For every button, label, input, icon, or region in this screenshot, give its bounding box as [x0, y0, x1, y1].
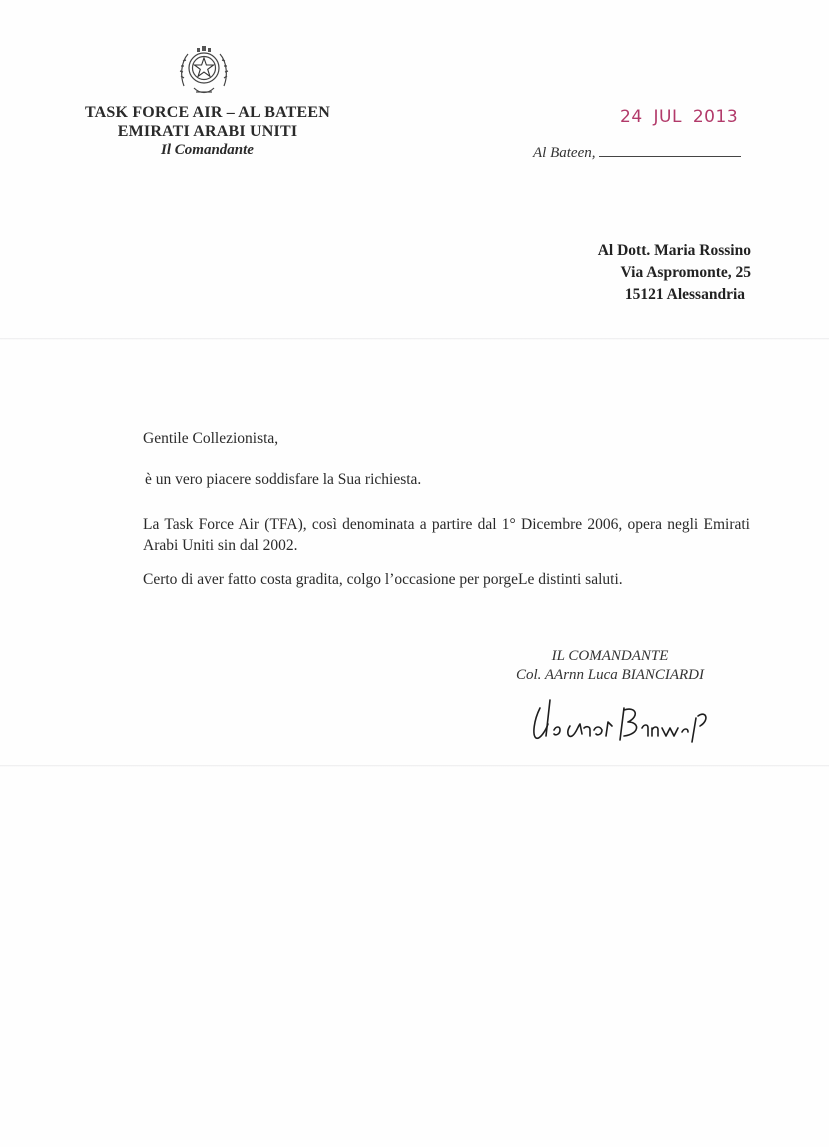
date-stamp: 24 JUL 2013 — [620, 107, 739, 127]
italian-republic-emblem-icon — [176, 42, 232, 98]
place-date-line — [533, 144, 741, 162]
letterhead-unit-name: TASK FORCE AIR – AL BATEEN — [84, 104, 331, 121]
paragraph-3: Certo di aver fatto costa gradita, colgo l’occasione per porgeLe distinti saluti. — [143, 571, 623, 588]
letterhead — [60, 103, 355, 160]
addressee-name: Al Dott. Maria Rossino — [597, 242, 751, 259]
paragraph-1: è un vero piacere soddisfare la Sua richiesta. — [145, 471, 422, 488]
signature-title: IL COMANDANTE — [551, 648, 669, 664]
paragraph-2: La Task Force Air (TFA), così denominata a partire dal 1° Dicembre 2006, opera negli Emirati Arabi Uniti sin dal 2002. — [143, 516, 750, 554]
signature-printed-name: Col. AArnn Luca BIANCIARDI — [515, 667, 705, 683]
place-label: Al Bateen, — [533, 145, 596, 161]
handwritten-signature — [520, 680, 720, 750]
salutation: Gentile Collezionista, — [143, 430, 279, 447]
date-blank-line — [599, 144, 741, 157]
addressee-city: 15121 Alessandria — [624, 286, 745, 303]
letterhead-country: EMIRATI ARABI UNITI — [117, 123, 298, 140]
paper-fold-line — [0, 338, 829, 340]
addressee-street: Via Aspromonte, 25 — [620, 264, 751, 281]
letterhead-role: Il Comandante — [161, 142, 254, 158]
addressee-block — [540, 240, 751, 306]
paper-fold-line — [0, 765, 829, 767]
